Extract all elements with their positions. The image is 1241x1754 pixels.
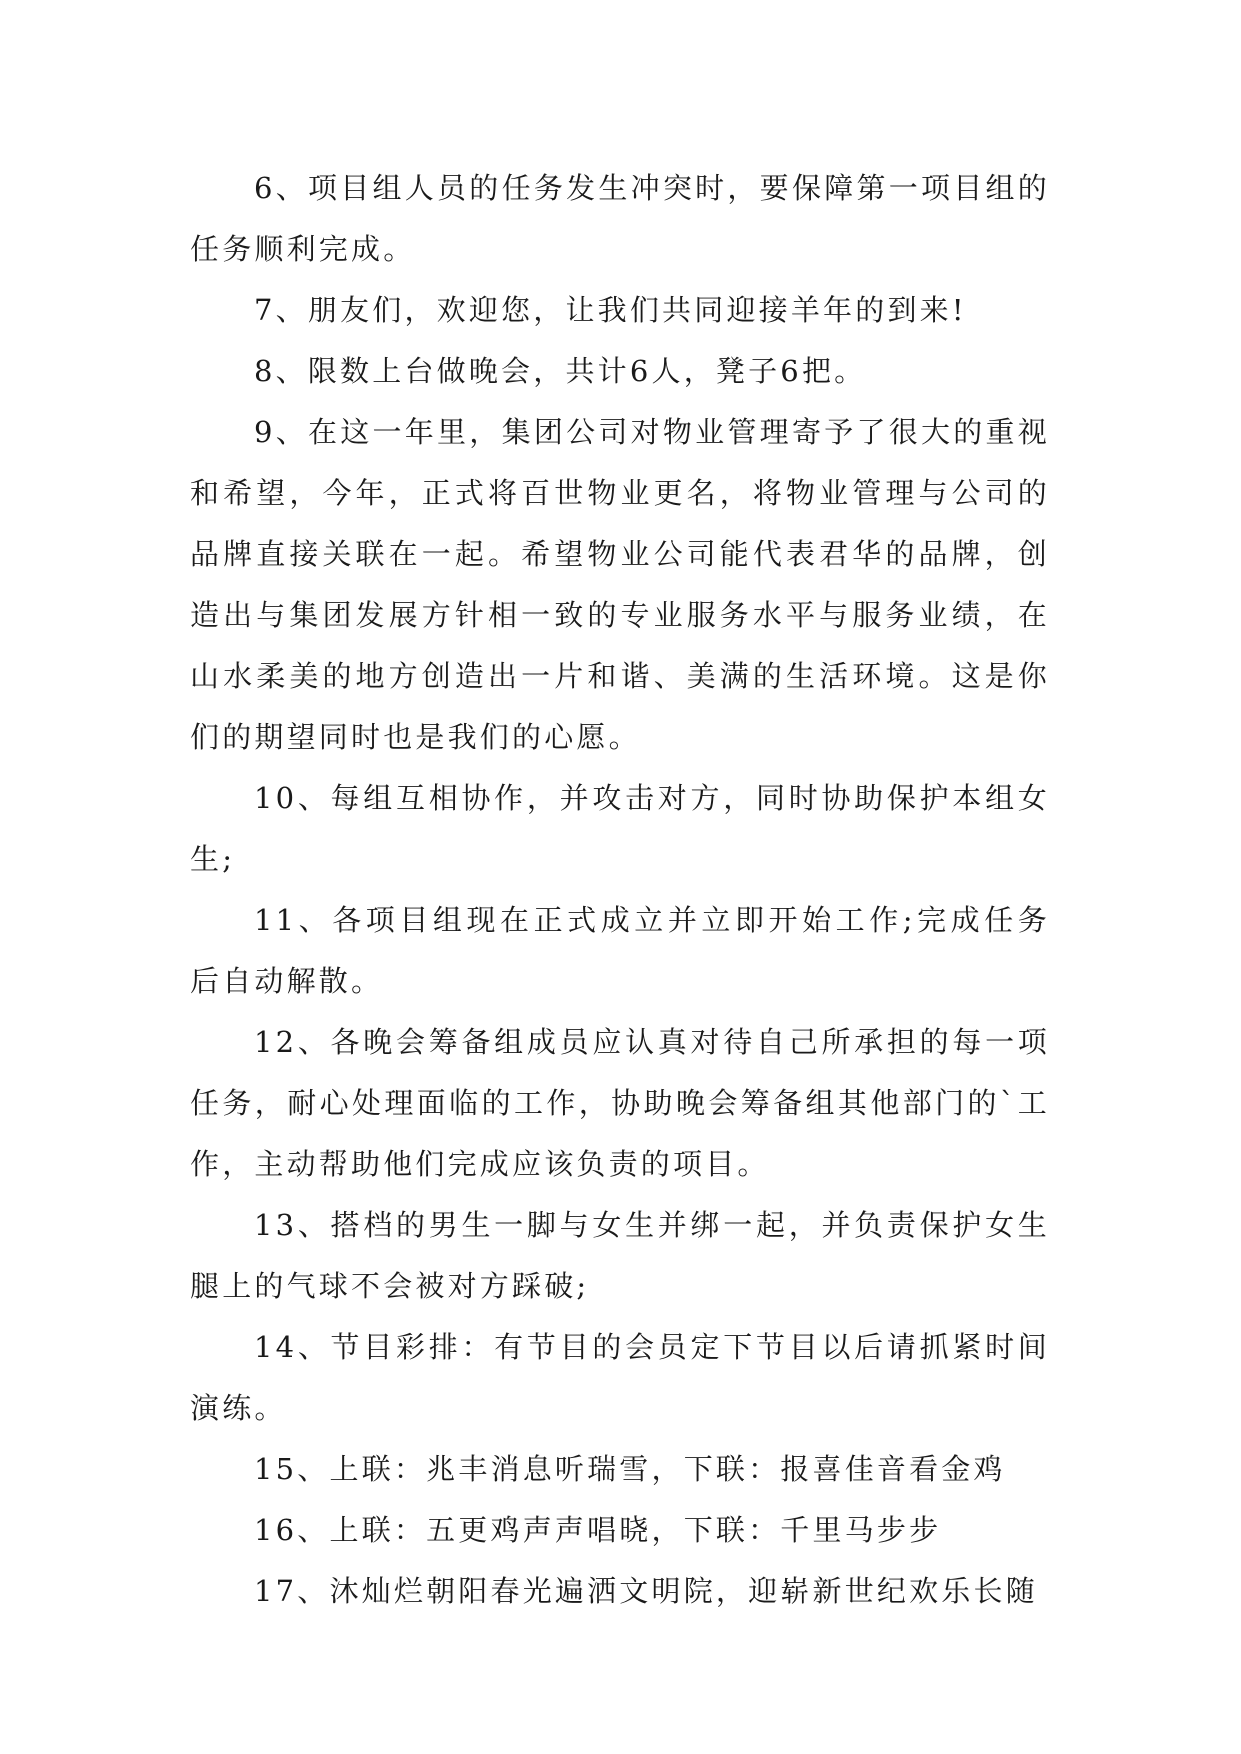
- paragraph-10: 10、每组互相协作，并攻击对方，同时协助保护本组女生;: [190, 781, 1050, 876]
- paragraph-16: 16、上联：五更鸡声声唱晓，下联：千里马步步: [254, 1513, 942, 1547]
- paragraph-15: 15、上联：兆丰消息听瑞雪，下联：报喜佳音看金鸡: [254, 1452, 1006, 1486]
- paragraph-12: 12、各晚会筹备组成员应认真对待自己所承担的每一项任务，耐心处理面临的工作，协助晚会筹备组其他部门的`工作，主动帮助他们完成应该负责的项目。: [190, 1025, 1050, 1181]
- paragraph-14: 14、节目彩排：有节目的会员定下节目以后请抓紧时间演练。: [190, 1330, 1050, 1425]
- paragraph-9: 9、在这一年里，集团公司对物业管理寄予了很大的重视和希望，今年，正式将百世物业更名，将物业管理与公司的品牌直接关联在一起。希望物业公司能代表君华的品牌，创造出与集团发展方针相一致的专业服务水平与服务业绩，在山水柔美的地方创造出一片和谐、美满的生活环境。这是你们的期望同时也是我们的心愿。: [190, 415, 1050, 754]
- paragraph-6: 6、项目组人员的任务发生冲突时，要保障第一项目组的任务顺利完成。: [190, 171, 1050, 266]
- paragraph-17: 17、沐灿烂朝阳春光遍洒文明院，迎崭新世纪欢乐长随: [254, 1574, 1038, 1608]
- paragraph-11: 11、各项目组现在正式成立并立即开始工作;完成任务后自动解散。: [190, 903, 1050, 998]
- paragraph-7: 7、朋友们，欢迎您，让我们共同迎接羊年的到来!: [254, 293, 967, 327]
- document-body: [190, 158, 1050, 1622]
- paragraph-8: 8、限数上台做晚会，共计6人，凳子6把。: [254, 354, 867, 388]
- paragraph-13: 13、搭档的男生一脚与女生并绑一起，并负责保护女生腿上的气球不会被对方踩破;: [190, 1208, 1050, 1303]
